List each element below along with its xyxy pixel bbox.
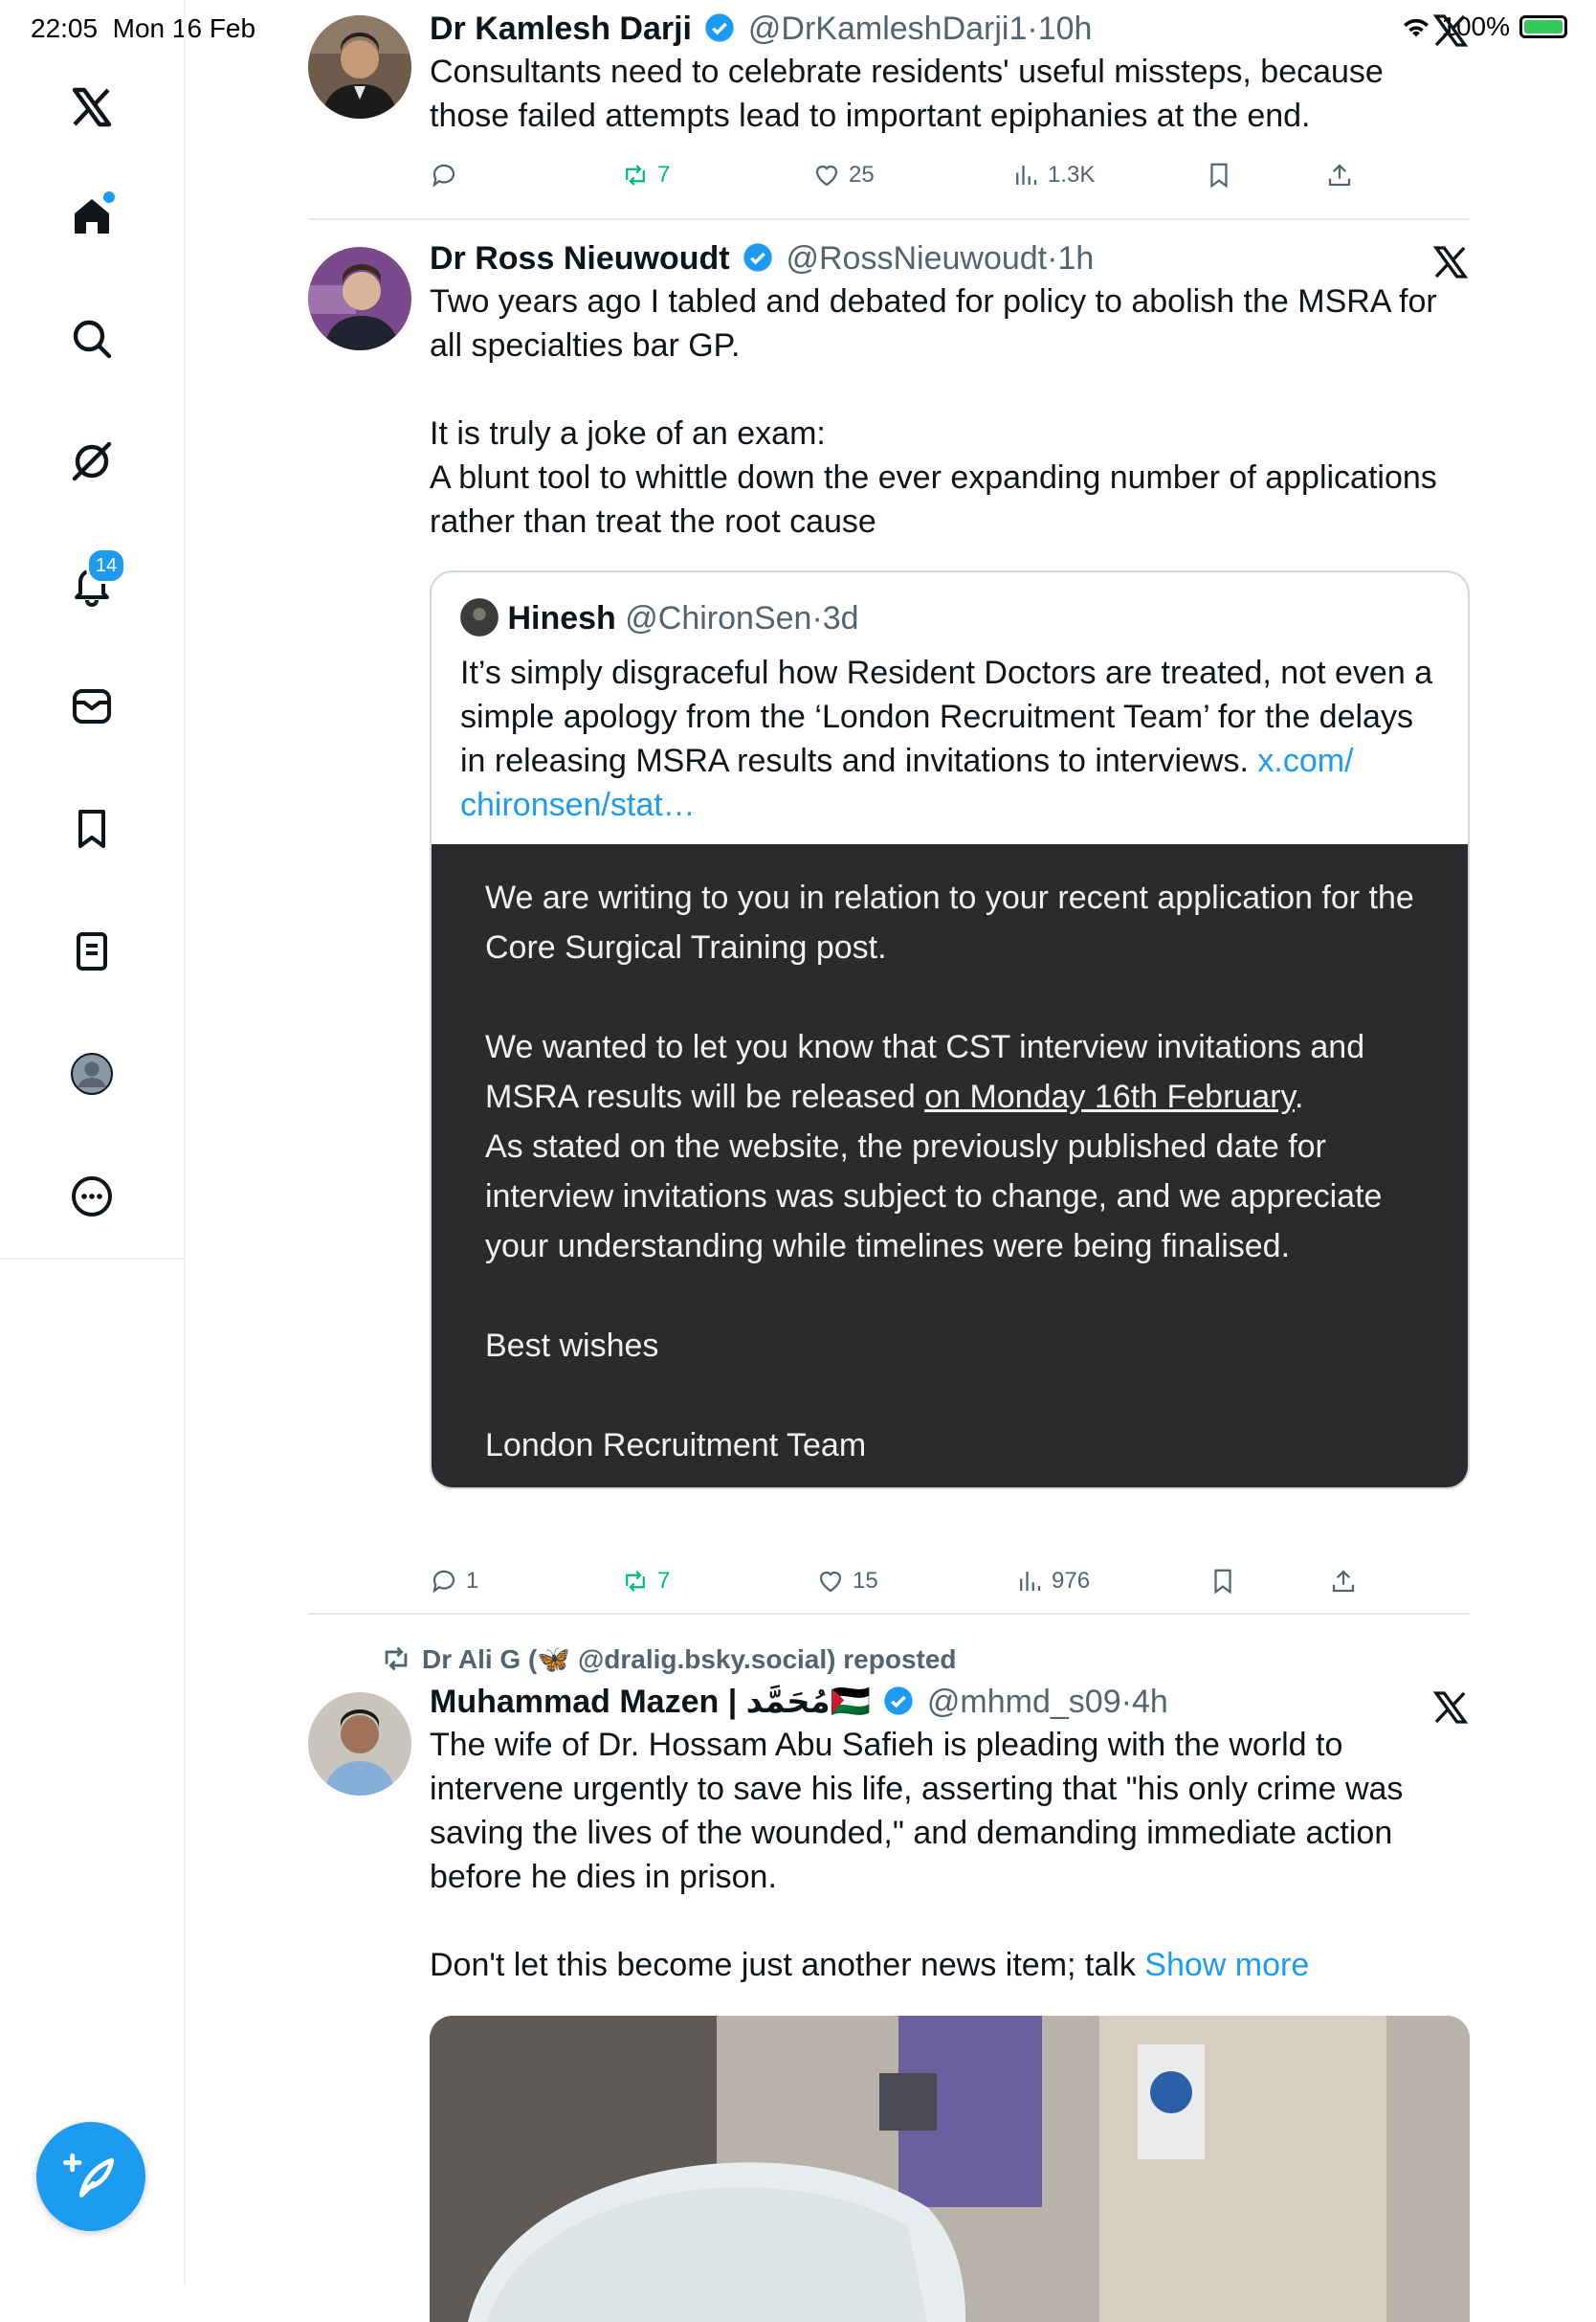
like-button[interactable] <box>816 1567 878 1596</box>
sidebar-divider <box>0 1258 184 1260</box>
feather-plus-icon <box>63 2149 119 2204</box>
divider <box>308 1613 1470 1615</box>
views-count: 1.3K <box>1048 162 1096 188</box>
battery-percent: 100% <box>1441 11 1510 41</box>
reply-button[interactable] <box>430 161 458 190</box>
avatar[interactable] <box>308 247 411 350</box>
tweet-time[interactable]: 10h <box>1037 11 1093 47</box>
tweet-time[interactable]: 1h <box>1057 240 1095 277</box>
more-icon <box>69 1173 115 1219</box>
sidebar-item-profile[interactable] <box>54 1036 130 1112</box>
meta-separator: · <box>1120 1684 1132 1720</box>
reply-icon <box>430 1567 458 1596</box>
tweet-text: Two years ago I tabled and debated for policy to abolish the MSRA for all specialties bar GP. It is truly a joke of an exam: A blunt tool to whittle down the ever expanding number of applications rather than treat the root cause <box>430 283 1437 540</box>
share-button[interactable] <box>1325 161 1354 190</box>
retweet-count: 7 <box>657 162 671 188</box>
quoted-text: It’s simply disgraceful how Resident Doctors are treated, not even a simple apology from the ‘London Recruitment Team’ for the delays in releasing MSRA results and invitations to interviews. <box>460 655 1433 779</box>
list-icon <box>69 928 115 974</box>
views-button[interactable] <box>1015 1567 1090 1596</box>
repost-indicator[interactable] <box>380 1642 957 1675</box>
bookmark-icon <box>69 806 115 852</box>
tweet-actions <box>430 161 1470 203</box>
tweet-text <box>430 1723 1470 1987</box>
author-name[interactable]: Dr Kamlesh Darji <box>430 11 692 47</box>
author-handle[interactable]: @RossNieuwoudt <box>786 240 1048 277</box>
quoted-image[interactable] <box>432 844 1468 1487</box>
tweet[interactable] <box>308 230 1470 1613</box>
show-more-link[interactable]: Show more <box>1144 1947 1310 1983</box>
share-icon <box>1325 161 1354 190</box>
status-time: 22:05 Mon 16 Feb <box>31 13 256 43</box>
quoted-author-name[interactable]: Hinesh <box>507 600 616 636</box>
tweet-media[interactable] <box>430 2016 1470 2322</box>
retweet-button[interactable] <box>621 161 670 190</box>
views-icon <box>1011 161 1040 190</box>
author-name[interactable]: Dr Ross Nieuwoudt <box>430 240 730 277</box>
sidebar-item-more[interactable] <box>54 1158 130 1235</box>
repost-label: Dr Ali G (🦋 @dralig.bsky.social) reposted <box>422 1643 957 1674</box>
author-handle[interactable]: @mhmd_s09 <box>926 1684 1121 1720</box>
bookmark-icon <box>1205 161 1233 190</box>
tweet[interactable] <box>308 0 1470 218</box>
verified-icon <box>743 242 773 273</box>
tweet-text-body: The wife of Dr. Hossam Abu Safieh is pleading with the world to intervene urgently to save his life, asserting that "his only crime was saving the lives of the wounded," and demanding immediate action before he dies in prison. Don't let this become just another news item; talk <box>430 1727 1404 1983</box>
bookmark-icon <box>1208 1567 1237 1596</box>
quoted-avatar[interactable] <box>460 598 499 636</box>
meta-separator: · <box>1027 11 1038 47</box>
quoted-tweet-header <box>460 597 1439 639</box>
tweet-content <box>430 8 1470 138</box>
reply-icon <box>430 161 458 190</box>
reply-count: 1 <box>466 1568 479 1594</box>
quoted-tweet-text <box>460 651 1439 827</box>
meta-separator: · <box>811 600 823 636</box>
divider <box>308 218 1470 220</box>
author-handle[interactable]: @DrKamleshDarji1 <box>747 11 1028 47</box>
retweet-button[interactable] <box>621 1567 670 1596</box>
retweet-icon <box>621 1567 650 1596</box>
sidebar-item-home[interactable] <box>54 178 130 255</box>
retweet-icon <box>380 1642 412 1675</box>
retweet-count: 7 <box>657 1568 671 1594</box>
like-count: 15 <box>853 1568 878 1594</box>
battery-icon <box>1519 15 1567 38</box>
quoted-tweet-link[interactable]: x.com/ chironsen/stat… <box>460 743 1354 823</box>
sidebar-item-bookmarks[interactable] <box>54 791 130 867</box>
bookmark-button[interactable] <box>1205 161 1233 190</box>
sidebar-item-messages[interactable] <box>54 668 130 745</box>
tweet-content <box>430 237 1470 544</box>
tweet-content <box>430 1681 1470 1987</box>
sidebar <box>0 0 186 2286</box>
tweet-header <box>430 237 1470 279</box>
x-logo-close-icon[interactable] <box>1431 11 1470 50</box>
sidebar-item-grok[interactable] <box>54 423 130 500</box>
tweet-actions <box>430 1567 1470 1609</box>
compose-button[interactable] <box>36 2122 145 2231</box>
quoted-author-handle[interactable]: @ChironSen <box>625 600 812 636</box>
profile-avatar-icon <box>69 1051 115 1097</box>
tweet-header <box>430 8 1470 50</box>
sidebar-item-lists[interactable] <box>54 913 130 990</box>
views-count: 976 <box>1052 1568 1091 1594</box>
avatar[interactable] <box>308 1692 411 1796</box>
quoted-tweet-content <box>432 572 1468 844</box>
author-name[interactable]: Muhammad Mazen | مُحَمَّد🇵🇸 <box>430 1684 872 1720</box>
like-button[interactable] <box>812 161 875 190</box>
quoted-image-text-end: . As stated on the website, the previously published date for interview invitations was subject to change, and we appreciate your understanding while timelines were being finalised. Best wishes London Recruitment Team <box>485 1079 1383 1463</box>
reply-button[interactable] <box>430 1567 478 1596</box>
tweet-text: Consultants need to celebrate residents' useful missteps, because those failed attempts lead to important epiphanies at the end. <box>430 54 1384 134</box>
search-icon <box>69 316 115 362</box>
quoted-tweet[interactable] <box>430 570 1470 1489</box>
sidebar-item-explore[interactable] <box>54 301 130 377</box>
home-new-dot <box>103 191 115 203</box>
sidebar-item-notifications[interactable] <box>54 546 130 622</box>
quoted-image-text: We are writing to you in relation to your recent application for the Core Surgical Training post. We wanted to let you know that CST interview invitations and MSRA results will be released <box>485 880 1414 1115</box>
verified-icon <box>704 12 735 43</box>
heart-icon <box>816 1567 845 1596</box>
grok-icon <box>69 438 115 484</box>
avatar[interactable] <box>308 15 411 119</box>
retweet-icon <box>621 161 650 190</box>
tweet[interactable] <box>308 1681 1470 2286</box>
quoted-tweet-time: 3d <box>822 600 859 636</box>
verified-icon <box>883 1686 914 1716</box>
mail-icon <box>69 683 115 729</box>
quoted-image-underlined-text: on Monday 16th February <box>924 1079 1296 1115</box>
heart-icon <box>812 161 841 190</box>
tweet-time[interactable]: 4h <box>1131 1684 1168 1720</box>
views-button[interactable] <box>1011 161 1095 190</box>
tweet-header <box>430 1681 1470 1723</box>
meta-separator: · <box>1047 240 1058 277</box>
bookmark-button[interactable] <box>1208 1567 1237 1596</box>
views-icon <box>1015 1567 1044 1596</box>
share-button[interactable] <box>1329 1567 1358 1596</box>
share-icon <box>1329 1567 1358 1596</box>
x-logo-icon[interactable] <box>54 69 130 145</box>
like-count: 25 <box>849 162 875 188</box>
notifications-badge: 14 <box>86 547 126 584</box>
